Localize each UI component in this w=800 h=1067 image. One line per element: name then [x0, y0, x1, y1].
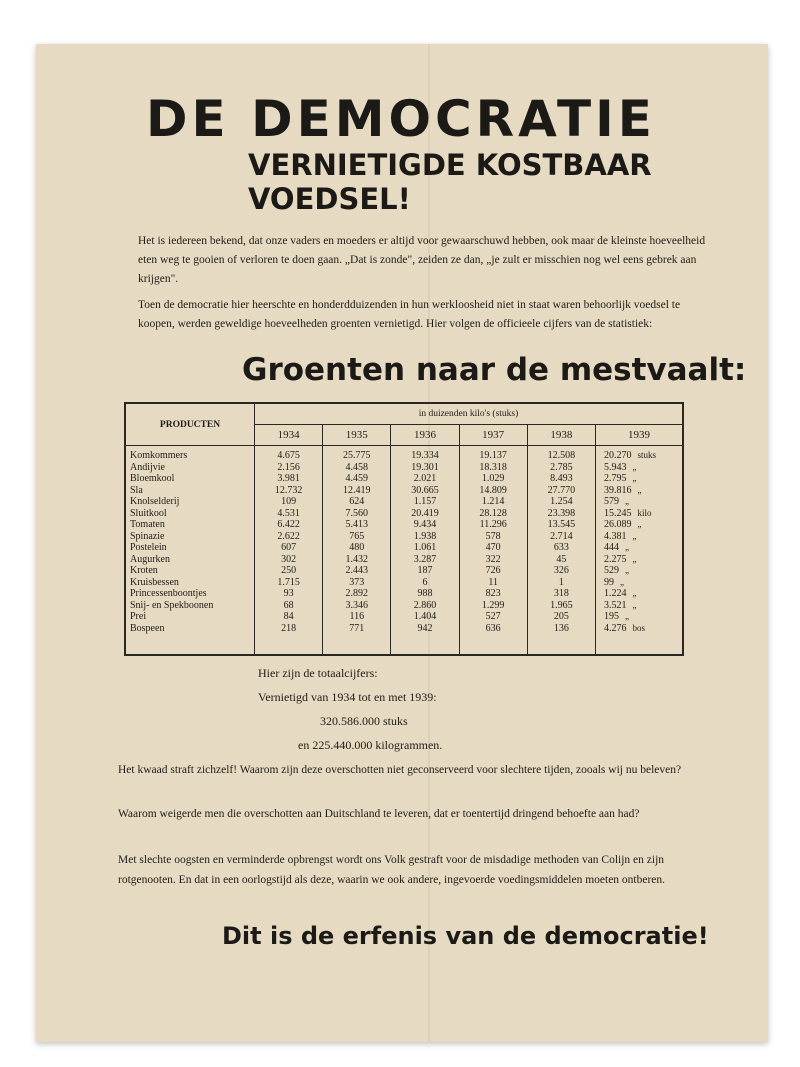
cell-1938-value: 27.770: [547, 484, 576, 496]
cell-1938: [532, 600, 591, 612]
product-name-value: Postelein: [130, 542, 167, 553]
cell-1935: [327, 542, 386, 554]
product-name: [130, 588, 250, 600]
unit-label: „: [620, 576, 624, 587]
cell-1936: [395, 485, 454, 497]
cell-1939: [604, 508, 678, 520]
cell-1939: [604, 496, 678, 508]
product-name: [130, 600, 250, 612]
year-header: 1934: [255, 425, 323, 446]
cell-1939: [604, 577, 678, 589]
cell-1935-value: 5.413: [345, 519, 369, 530]
cell-1938: [532, 462, 591, 474]
unit-label: bos: [632, 622, 646, 633]
cell-1934: [259, 542, 318, 554]
product-name-value: Bospeen: [130, 622, 165, 634]
cell-1936-value: 30.665: [411, 484, 439, 496]
cell-1936-value: 1.404: [413, 611, 437, 622]
cell-1939-value: 1.224: [604, 588, 627, 599]
cell-1937-value: 18.318: [479, 461, 507, 473]
cell-1938: [532, 623, 591, 635]
unit-label: „: [632, 553, 637, 564]
unit-label: „: [632, 473, 637, 483]
cell-1937: [464, 508, 523, 520]
cell-1935-value: 480: [349, 542, 365, 553]
cell-1937: [464, 600, 523, 612]
totals-pieces: 320.586.000 stuks: [320, 714, 408, 728]
cell-1937-value: 11: [488, 576, 498, 588]
cell-1939: [604, 588, 678, 600]
cell-1937-value: 823: [485, 588, 501, 599]
column-1934: [255, 446, 323, 655]
cell-1937-value: 322: [485, 553, 501, 565]
cell-1937-value: 636: [485, 622, 501, 634]
cell-1934-value: 4.531: [277, 507, 300, 519]
cell-1939-value: 15.245: [604, 507, 632, 519]
cell-1935: [327, 600, 386, 612]
cell-1939: [604, 485, 678, 497]
cell-1934-value: 4.675: [277, 450, 300, 461]
product-name: [130, 496, 250, 508]
cell-1934: [259, 623, 318, 635]
cell-1936: [395, 496, 454, 508]
cell-1935: [327, 611, 386, 623]
cell-1934: [259, 450, 318, 462]
cell-1937-value: 726: [485, 565, 501, 576]
cell-1936-value: 1.061: [413, 542, 437, 553]
cell-1938: [532, 531, 591, 543]
cell-1938: [532, 485, 591, 497]
cell-1938-value: 23.398: [547, 507, 576, 519]
cell-1935-value: 25.775: [343, 450, 371, 461]
cell-1934-value: 218: [281, 622, 297, 634]
totals-kilos: en 225.440.000 kilogrammen.: [298, 738, 443, 752]
product-name-value: Sla: [130, 484, 143, 496]
cell-1936-value: 20.419: [411, 507, 439, 519]
cell-1935: [327, 531, 386, 543]
cell-1938-value: 2.785: [550, 461, 573, 473]
unit-label: „: [632, 588, 637, 598]
cell-1936-value: 2.021: [413, 473, 437, 484]
cell-1939: [604, 554, 678, 566]
final-heading: Dit is de erfenis van de democratie!: [222, 922, 709, 950]
cell-1936: [395, 519, 454, 531]
cell-1935: [327, 565, 386, 577]
cell-1939: [604, 473, 678, 485]
unit-label: „: [637, 519, 642, 529]
cell-1936: [395, 473, 454, 485]
cell-1935-value: 4.458: [345, 461, 369, 473]
cell-1938-value: 13.545: [547, 519, 576, 530]
cell-1937-value: 527: [485, 611, 501, 622]
cell-1934-value: 2.622: [277, 530, 300, 542]
product-name-value: Tomaten: [130, 519, 165, 530]
cell-1935: [327, 496, 386, 508]
page-title: DE DEMOCRATIE: [146, 90, 656, 148]
cell-1939-value: 3.521: [604, 599, 627, 611]
cell-1938: [532, 519, 591, 531]
cell-1934-value: 68: [283, 599, 294, 611]
cell-1936-value: 1.938: [413, 530, 437, 542]
cell-1936-value: 988: [417, 588, 433, 599]
section-heading: Groenten naar de mestvaalt:: [242, 352, 747, 388]
cell-1935-value: 7.560: [345, 507, 369, 519]
cell-1934: [259, 531, 318, 543]
cell-1938: [532, 611, 591, 623]
cell-1939: [604, 542, 678, 554]
column-1939: [596, 446, 683, 655]
closing-paragraph: Met slechte oogsten en verminderde opbrengst wordt ons Volk gestraft voor de misdadige methoden van Colijn en zijn rotgenooten. En dat in een oorlogstijd als deze, waarin we ook andere, ingevoerde voedingsmiddelen moeten ontberen.: [118, 854, 666, 886]
cell-1934: [259, 485, 318, 497]
cell-1937: [464, 519, 523, 531]
cell-1935-value: 12.419: [343, 484, 371, 496]
closing-paragraph: Waarom weigerde men die overschotten aan Duitschland te leveren, dat er toentertijd dringend behoefte aan had?: [118, 808, 640, 820]
cell-1936: [395, 450, 454, 462]
cell-1937: [464, 588, 523, 600]
page-subtitle: VERNIETIGDE KOSTBAAR VOEDSEL!: [248, 148, 652, 216]
cell-1938-value: 205: [553, 611, 569, 622]
cell-1934: [259, 496, 318, 508]
cell-1939-value: 529: [604, 565, 619, 576]
cell-1939-value: 4.381: [604, 530, 627, 542]
cell-1934-value: 6.422: [277, 519, 300, 530]
cell-1938: [532, 588, 591, 600]
cell-1937-value: 28.128: [479, 507, 507, 519]
cell-1934: [259, 519, 318, 531]
cell-1935: [327, 485, 386, 497]
product-name: [130, 623, 250, 635]
cell-1934-value: 109: [281, 496, 297, 507]
cell-1936: [395, 542, 454, 554]
year-header: 1939: [596, 425, 683, 446]
cell-1938-value: 12.508: [547, 450, 576, 461]
cell-1939-value: 195: [604, 611, 619, 622]
cell-1936-value: 3.287: [413, 553, 437, 565]
cell-1939: [604, 450, 678, 462]
cell-1934-value: 93: [283, 588, 294, 599]
unit-label: „: [637, 484, 642, 495]
cell-1936: [395, 565, 454, 577]
product-name: [130, 565, 250, 577]
cell-1936-value: 2.860: [413, 599, 437, 611]
cell-1934-value: 84: [283, 611, 294, 622]
product-name: [130, 542, 250, 554]
cell-1934: [259, 473, 318, 485]
cell-1935-value: 4.459: [345, 473, 369, 484]
product-name: [130, 508, 250, 520]
cell-1938: [532, 577, 591, 589]
cell-1937-value: 11.296: [479, 519, 507, 530]
cell-1937-value: 470: [485, 542, 501, 553]
cell-1935: [327, 462, 386, 474]
cell-1936-value: 19.334: [411, 450, 439, 461]
products-header: PRODUCTEN: [126, 404, 255, 446]
cell-1938: [532, 542, 591, 554]
unit-label: „: [632, 461, 637, 472]
unit-label: „: [625, 611, 629, 621]
cell-1934: [259, 508, 318, 520]
year-header: 1935: [323, 425, 391, 446]
cell-1938: [532, 554, 591, 566]
product-name-value: Augurken: [130, 553, 170, 565]
cell-1937-value: 1.029: [481, 473, 505, 484]
product-name-value: Komkommers: [130, 450, 188, 461]
cell-1937-value: 14.809: [479, 484, 507, 496]
cell-1934: [259, 565, 318, 577]
column-1935: [323, 446, 391, 655]
statistics-table: [124, 402, 684, 656]
cell-1939: [604, 623, 678, 635]
product-name: [130, 611, 250, 623]
cell-1936-value: 19.301: [411, 461, 439, 473]
cell-1937: [464, 473, 523, 485]
cell-1939: [604, 519, 678, 531]
products-column: [126, 446, 255, 655]
cell-1934-value: 12.732: [274, 484, 303, 496]
cell-1936-value: 187: [417, 565, 433, 576]
product-name: [130, 554, 250, 566]
cell-1934: [259, 577, 318, 589]
cell-1935-value: 3.346: [345, 599, 369, 611]
cell-1936: [395, 611, 454, 623]
cell-1935: [327, 588, 386, 600]
cell-1938-value: 633: [553, 542, 569, 553]
cell-1935-value: 373: [349, 576, 365, 588]
cell-1938-value: 1: [558, 576, 564, 588]
product-name: [130, 577, 250, 589]
cell-1938-value: 8.493: [550, 473, 573, 484]
cell-1937: [464, 577, 523, 589]
cell-1935-value: 2.443: [345, 565, 369, 576]
product-name-value: Spinazie: [130, 530, 165, 542]
cell-1936: [395, 600, 454, 612]
cell-1934-value: 607: [281, 542, 297, 553]
unit-label: kilo: [637, 507, 652, 518]
cell-1936: [395, 577, 454, 589]
cell-1939-value: 2.795: [604, 473, 627, 484]
cell-1939-value: 39.816: [604, 484, 632, 496]
cell-1939: [604, 462, 678, 474]
intro-paragraph: Het is iedereen bekend, dat onze vaders en moeders er altijd voor gewaarschuwd hebben, ook maar de kleinste hoeveelheid eten weg te gooien of verloren te doen gaan. „Dat is zonde", zeiden ze dan, „je zult er misschien nog wel eens gebrek aan krijgen".: [138, 235, 706, 285]
column-1937: [459, 446, 527, 655]
cell-1938: [532, 450, 591, 462]
cell-1934: [259, 611, 318, 623]
cell-1935-value: 624: [349, 496, 365, 507]
cell-1938: [532, 473, 591, 485]
cell-1937: [464, 554, 523, 566]
unit-label: „: [625, 542, 629, 552]
cell-1936-value: 6: [422, 576, 428, 588]
cell-1938: [532, 565, 591, 577]
product-name: [130, 473, 250, 485]
totals-intro: Hier zijn de totaalcijfers:: [258, 666, 378, 680]
cell-1938-value: 1.254: [550, 496, 573, 507]
cell-1935-value: 771: [349, 622, 365, 634]
totals-range: Vernietigd van 1934 tot en met 1939:: [258, 690, 437, 704]
cell-1937-value: 19.137: [479, 450, 507, 461]
cell-1935-value: 116: [349, 611, 365, 622]
year-header: 1937: [459, 425, 527, 446]
cell-1938-value: 1.965: [550, 599, 573, 611]
cell-1937: [464, 462, 523, 474]
cell-1934-value: 3.981: [277, 473, 300, 484]
cell-1934-value: 1.715: [277, 576, 300, 588]
cell-1936: [395, 462, 454, 474]
column-1938: [527, 446, 595, 655]
unit-header: in duizenden kilo's (stuks): [255, 404, 683, 425]
cell-1934-value: 2.156: [277, 461, 300, 473]
cell-1938: [532, 496, 591, 508]
product-name-value: Sluitkool: [130, 507, 167, 519]
cell-1937: [464, 611, 523, 623]
cell-1935: [327, 473, 386, 485]
cell-1934-value: 302: [281, 553, 297, 565]
unit-label: „: [632, 530, 637, 541]
statistics-paragraph: Toen de democratie hier heerschte en honderdduizenden in hun werkloosheid niet in staat waren behoorlijk voedsel te koopen, werden geweldige hoeveelheden groenten vernietigd. Hier volgen de officieele cijfers van de statistiek:: [138, 299, 681, 330]
cell-1939: [604, 600, 678, 612]
cell-1934: [259, 588, 318, 600]
cell-1937-value: 1.214: [481, 496, 505, 507]
cell-1939-value: 26.089: [604, 519, 632, 530]
cell-1937: [464, 450, 523, 462]
product-name-value: Kroten: [130, 565, 158, 576]
cell-1938-value: 136: [553, 622, 569, 634]
product-name: [130, 519, 250, 531]
cell-1935: [327, 508, 386, 520]
cell-1937: [464, 623, 523, 635]
unit-label: „: [632, 599, 637, 610]
product-name-value: Bloemkool: [130, 473, 175, 484]
cell-1935: [327, 554, 386, 566]
cell-1935: [327, 577, 386, 589]
cell-1938-value: 318: [553, 588, 569, 599]
cell-1934-value: 250: [281, 565, 297, 576]
cell-1936: [395, 588, 454, 600]
product-name: [130, 450, 250, 462]
cell-1937-value: 1.299: [481, 599, 505, 611]
cell-1939-value: 20.270: [604, 450, 632, 461]
poster-sheet: [36, 44, 768, 1042]
product-name-value: Prei: [130, 611, 147, 622]
cell-1939-value: 444: [604, 542, 619, 553]
product-name-value: Snij- en Spekboonen: [130, 599, 214, 611]
cell-1935: [327, 623, 386, 635]
cell-1937: [464, 542, 523, 554]
cell-1936-value: 942: [417, 622, 433, 634]
cell-1939-value: 579: [604, 496, 619, 507]
product-name-value: Andijvie: [130, 461, 165, 473]
cell-1934: [259, 600, 318, 612]
cell-1939: [604, 565, 678, 577]
product-name: [130, 485, 250, 497]
closing-paragraph: Het kwaad straft zichzelf! Waarom zijn deze overschotten niet geconserveerd voor slechtere tijden, zooals wij nu beleven?: [118, 764, 682, 776]
cell-1936-value: 1.157: [413, 496, 437, 507]
unit-label: stuks: [637, 450, 657, 460]
cell-1934: [259, 462, 318, 474]
year-header: 1936: [391, 425, 459, 446]
cell-1938: [532, 508, 591, 520]
cell-1939: [604, 611, 678, 623]
cell-1936: [395, 508, 454, 520]
year-header: 1938: [527, 425, 595, 446]
product-name-value: Knolselderij: [130, 496, 180, 507]
cell-1937: [464, 565, 523, 577]
cell-1937: [464, 485, 523, 497]
cell-1936: [395, 623, 454, 635]
unit-label: „: [625, 496, 629, 506]
cell-1937: [464, 496, 523, 508]
cell-1938-value: 45: [556, 553, 567, 565]
unit-label: „: [625, 565, 629, 575]
cell-1936-value: 9.434: [413, 519, 437, 530]
cell-1938-value: 326: [553, 565, 569, 576]
cell-1937-value: 578: [485, 530, 501, 542]
product-name-value: Princessenboontjes: [130, 588, 207, 599]
column-1936: [391, 446, 459, 655]
cell-1935-value: 1.432: [345, 553, 369, 565]
cell-1939-value: 2.275: [604, 553, 627, 565]
product-name: [130, 531, 250, 543]
cell-1937: [464, 531, 523, 543]
product-name: [130, 462, 250, 474]
cell-1939: [604, 531, 678, 543]
cell-1936: [395, 554, 454, 566]
cell-1939-value: 5.943: [604, 461, 627, 473]
product-name-value: Kruisbessen: [130, 576, 179, 588]
cell-1935: [327, 519, 386, 531]
cell-1935-value: 765: [349, 530, 365, 542]
cell-1936: [395, 531, 454, 543]
cell-1938-value: 2.714: [550, 530, 573, 542]
cell-1935: [327, 450, 386, 462]
cell-1934: [259, 554, 318, 566]
cell-1935-value: 2.892: [345, 588, 369, 599]
cell-1939-value: 99: [604, 576, 614, 588]
cell-1939-value: 4.276: [604, 622, 627, 634]
